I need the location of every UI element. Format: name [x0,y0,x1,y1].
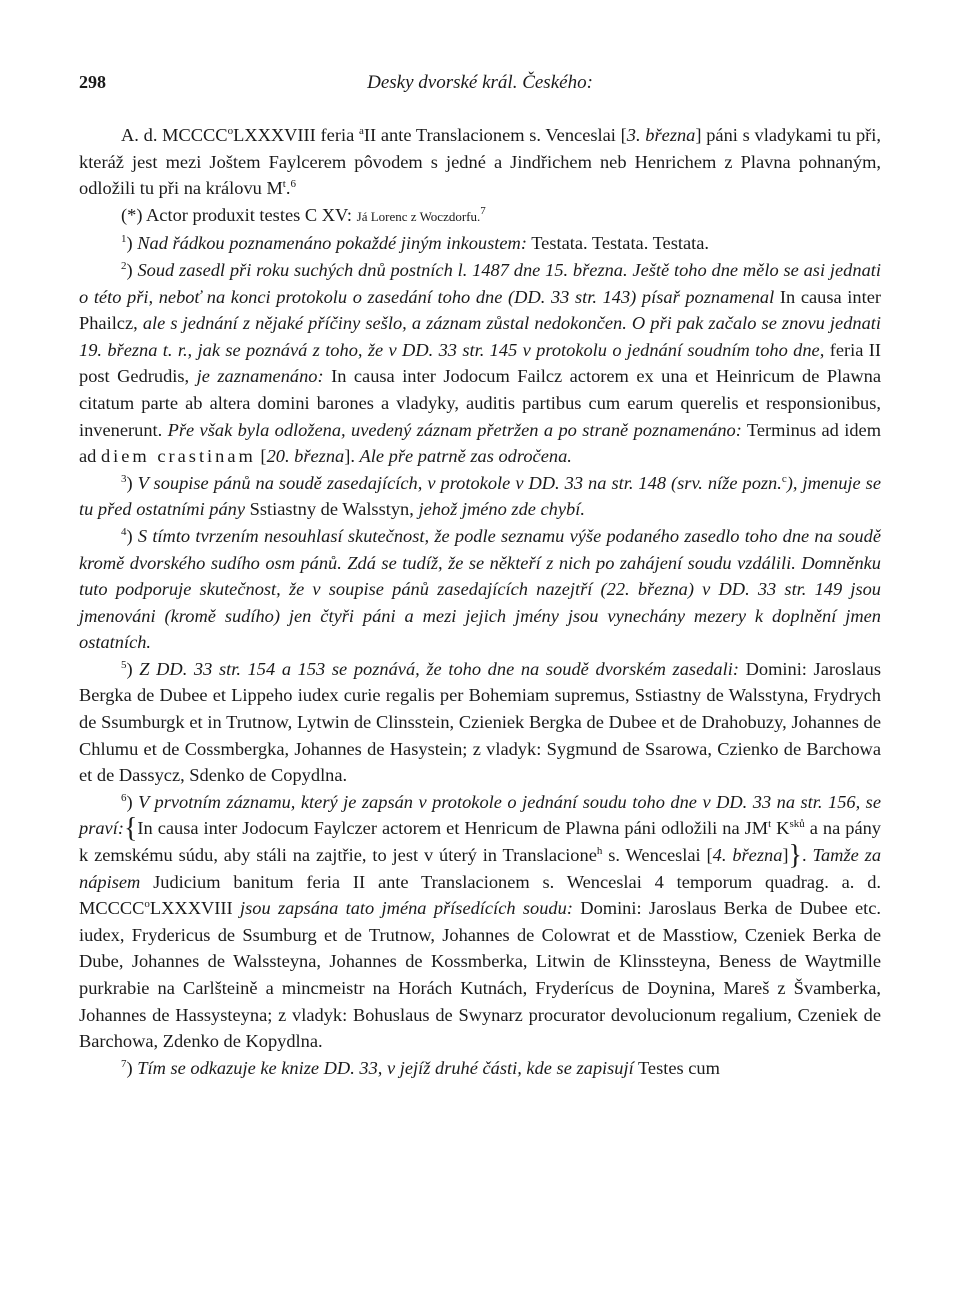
footnote-3: $^3$) V soupise pánů na soudě zasedajících, v protokole v DD. 33 na str. 148 (srv. níže pozn.$^c$), jmenuje se tu před ostatními pány Sstiastny de Walsstyn, jehož jméno zde chybí. [79,472,882,520]
footnote-ref-6: 6 [290,178,296,191]
footnote-6: $^6$) V prvotním záznamu, který je zapsán v protokole o jednání soudu toho dne v DD. 33 na str. 156, se praví:{In causa inter Jodocum Faylczer actorem et Henricum de Plawna páni odložili na $JM^t$ $K^{sků}$ a na pány k zemskému súdu, aby stáli na zajtřie, to jest v úterý in Translacione$^h$ s. Wenceslai [4. března]}. Tamže za nápisem Judicium banitum feria II ante Translacionem s. Wenceslai 4 temporum quadrag. a. d. MCCCC$^o$LXXXVIII jsou zapsána tato jména přísedících soudu: Domini: Jaroslaus Berka de Dubee etc. iudex, Frydericus de Ssumburg et de Trutnow, Johannes de Colowrat et de Masstiow, Czeniek Berka de Dube, Johannes de Walssteyna, Johannes de Kossmberka, Litwin de Klinssteyna, Beness de Waytmille purkrabie na Carlšteině a mincmeistr na Horách Kutnách, Fryderícus de Doynina, Mareš z Švamberka, Johannes de Hassysteyna; z vladyk: Bohuslaus de Swynarz procurator devolucionum regalium, Czeniek de Barchowa, Zdenko de Kopydlna. [79,791,882,1052]
actor-line: (*) Actor produxit testes C XV: Já Lorenc z Woczdorfu.$^7$ [121,204,486,225]
footnote-5: $^5$) Z DD. 33 str. 154 a 153 se poznává, že toho dne na soudě dvorském zasedali: Domini: Jaroslaus Bergka de Dubee et Lippeho iudex curie regalis per Bohemiam supremus, Sstiastny de Walsstyna, Frydrych de Ssumburgk et in Trutnow, Lytwin de Clinsstein, Czieniek Bergka de Dubee et de Drahobuzy, Johannes de Chlumu et de Cossmbergka, Johannes de Hasystein; z vladyk: Sygmund de Ssarowa, Czienko de Barchowa et de Dassycz, Sdenko de Copydlna. [79,658,881,786]
main-entry: A. d. MCCCC$^o$LXXXVIII feria $^a$II ante Translacionem s. Venceslai [3. března] páni s vladykami tu při, kteráž jest mezi Joštem Faylcerem pôvodem s jedné a Jindřichem neb Henrichem z Plavna pohnaným, odložili tu při na královu $M^t.^6$ [79,124,881,199]
footnote-ref-7: 7 [480,204,486,217]
footnote-1: $^1$) Nad řádkou poznamenáno pokaždé jiným inkoustem: Testata. Testata. Testata. [121,233,709,254]
page-number: 298 [79,72,106,92]
footnote-7: $^7$) Tím se odkazuje ke knize DD. 33, v jejíž druhé části, kde se zapisují Testes cum [121,1057,720,1078]
running-title: Desky dvorské král. Českého: [367,72,593,93]
page-body [79,122,881,1081]
footnote-4: $^4$) S tímto tvrzením nesouhlasí skutečnost, že podle seznamu výše podaného zasedlo toho dne na soudě kromě dvorského sudího osm pánů. Zdá se tudíž, že se někteří z nich po zahájení soudu vzdálili. Domněnku tuto podporuje skutečnost, že v soupise pánů zasedajících nazejtří (22. března) v DD. 33 str. 149 jsou jmenováni (kromě sudího) jen čtyři páni a mezi jejich jmény jsou vynechány mezery k doplnění jmen ostatních. [79,525,881,653]
footnote-2: $^2$) Soud zasedl při roku suchých dnů postních l. 1487 dne 15. března. Ještě toho dne mělo se asi jednati o této při, neboť na konci protokolu o zasedání toho dne (DD. 33 str. 143) písař poznamenal In causa inter Phailcz, ale s jednání z nějaké příčiny sešlo, a záznam zůstal nedokončen. O při pak začalo se znovu jednati 19. března t. r., jak se poznává z toho, že v DD. 33 str. 145 v protokolu o jednání soudním toho dne, feria II post Gedrudis, je zaznamenáno: In causa inter Jodocum Failcz actorem ex una et Heinricum de Plawna citatum parte ab altera domini barones a vladyky, auditis partibus cum earum querelis et responsionibus, invenerunt. Pře však byla odložena, uvedený záznam přetržen a po straně poznamenáno: Terminus ad idem ad diem crastinam [20. března]. Ale pře patrně zas odročena. [79,259,882,467]
